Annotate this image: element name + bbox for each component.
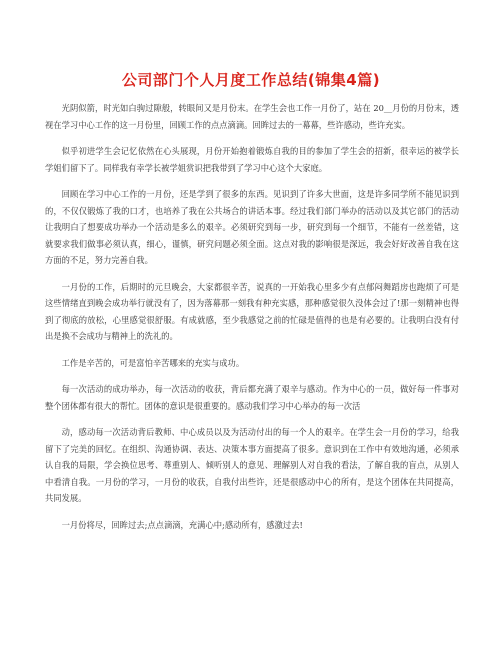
paragraph-2: 似乎初进学生会记忆依然在心头展现，月份开始抱着锻炼自我的目的参加了学生会的招新，很幸运的被学长学姐们留下了。同样我有幸学长被学姐赏识把我带到了学习中心这个大家庭。 [45,146,459,173]
paragraph-3: 回顾在学习中心工作的一月份，还是学到了很多的东西。见识到了许多大世面，这是许多同学所不能见识到的，不仅仅锻炼了我的口才，也培养了我在公共场合的讲话本事。经过我们部门举办的活动以及其它部门的活动让我明白了想要成功举办一个活动是多么的艰辛。必须研究到每一步，研究到每一个细节，不能有一丝差错，这就要求我们做事必须认真，细心，谨慎，研究问题必须全面。这点对我的影响很是深远，我会好好改善自我在这方面的不足，努力完善自我。 [45,189,459,265]
paragraph-6: 每一次活动的成功举办，每一次活动的收获，背后都充满了艰辛与感动。作为中心的一员，做好每一件事对整个团体都有很大的帮忙。团体的意识是很重要的。感动我们学习中心举办的每一次活 [45,384,459,411]
paragraph-1: 光阴似箭，时光如白驹过隙般，转眼间又是月份末。在学生会也工作一月份了，站在 20__月份的月份末，透视在学习中心工作的这一月份里，回顾工作的点点滴滴。回眸过去的一幕幕，些许感动，些许充实。 [45,103,459,130]
paragraph-4: 一月份的工作，后期时的元旦晚会，大家都很辛苦，说真的一开始我心里多少有点郁闷舞蹈房也跑烦了可是这些情绪直到晚会成功举行就没有了，因为落幕那一刻我有种充实感，那种感觉很久没体会过了!那一刻精神也得到了彻底的放松，心里感觉很舒服。有成就感，至少我感觉之前的忙碌是值得的也是有必要的。让我明白没有付出是换不会成功与精神上的洗礼的。 [45,281,459,341]
paragraph-7: 动，感动每一次活动背后教师、中心成员以及为活动付出的每一个人的艰辛。在学生会一月份的学习，给我留下了完美的回忆。在组织、沟通协调、表达、决策本事方面提高了很多。意识到在工作中有效地沟通，必须承认自我的局限，学会换位思考、尊重别人、倾听别人的意见、理解别人对自我的看法，了解自我的盲点，从别人中看清自我。一月份的学习，一月份的收获，自我付出些许，还是很感动中心的所有，是这个团体在共同提高，共同发展。 [45,427,459,503]
document-body [45,100,459,533]
paragraph-5: 工作是辛苦的，可是富怕辛苦哪来的充实与成功。 [61,357,245,368]
paragraph-8: 一月份将尽，回眸过去;点点滴滴，充满心中;感动所有，感激过去! [61,519,303,530]
page-title: 公司部门个人月度工作总结(锦集4篇) [121,71,381,89]
